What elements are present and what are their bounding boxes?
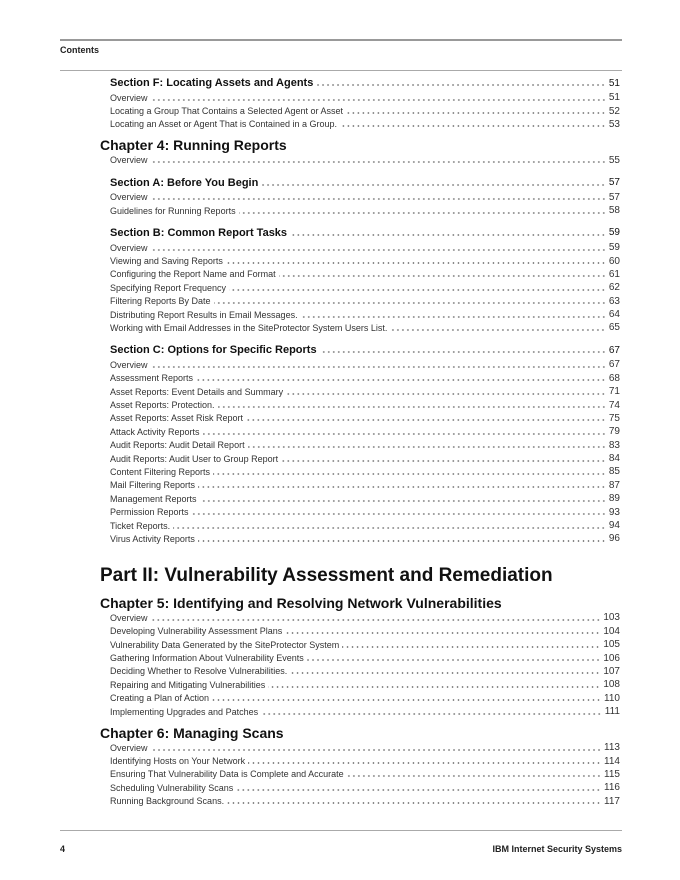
dot-leader	[151, 366, 606, 368]
toc-page-number: 89	[608, 493, 620, 505]
toc-page-number: 63	[608, 295, 620, 307]
toc-page-number: 74	[608, 399, 620, 411]
toc-page-number: 64	[608, 309, 620, 321]
toc-page-number: 87	[608, 479, 620, 491]
toc-item[interactable]	[0, 611, 680, 624]
toc-page-number: 67	[608, 344, 620, 356]
toc-item[interactable]	[0, 519, 680, 532]
toc-entry-title: Audit Reports: Audit Detail Report	[110, 440, 245, 451]
page-number: 4	[60, 844, 66, 854]
dot-leader	[236, 789, 601, 791]
toc-section[interactable]	[0, 225, 680, 241]
toc-entry-title: Asset Reports: Protection.	[110, 400, 215, 411]
dot-leader	[212, 699, 601, 701]
toc-entry-title: Attack Activity Reports	[110, 426, 200, 437]
dot-leader	[290, 672, 600, 674]
toc-page-number: 110	[604, 692, 620, 704]
toc-entry-title: Overview	[110, 742, 148, 753]
toc-entry-title: Locating a Group That Contains a Selected Agent or Asset	[110, 106, 343, 117]
dot-leader	[307, 659, 601, 661]
dot-leader	[151, 198, 606, 200]
toc-page-number: 59	[608, 242, 620, 254]
toc-page-number: 57	[608, 191, 620, 203]
toc-item[interactable]	[0, 358, 680, 371]
toc-page-number: 65	[608, 322, 620, 334]
toc-item[interactable]	[0, 754, 680, 767]
toc-entry-title: Repairing and Mitigating Vulnerabilities	[110, 679, 266, 690]
toc-page-number: 108	[603, 679, 620, 691]
dot-leader	[286, 393, 606, 395]
dot-leader	[390, 329, 605, 331]
dot-leader	[268, 686, 600, 688]
toc-page-number: 51	[608, 77, 620, 89]
dot-leader	[151, 249, 606, 251]
toc-page-number: 111	[604, 706, 620, 718]
dot-leader	[192, 513, 606, 515]
toc-page-number: 104	[603, 625, 620, 637]
toc-page-number: 116	[604, 782, 620, 794]
dot-leader	[261, 713, 602, 715]
toc-item[interactable]	[0, 705, 680, 718]
toc-item[interactable]	[0, 281, 680, 294]
toc-entry-title: Filtering Reports By Date	[110, 296, 211, 307]
toc-section[interactable]	[0, 175, 680, 191]
toc-item[interactable]	[0, 665, 680, 678]
footer-company: IBM Internet Security Systems	[492, 844, 622, 854]
toc-item[interactable]	[0, 308, 680, 321]
toc-item[interactable]	[0, 638, 680, 651]
toc-entry-title: Section B: Common Report Tasks	[110, 226, 288, 239]
toc-item[interactable]	[0, 241, 680, 254]
dot-leader	[346, 112, 606, 114]
toc-page-number: 105	[603, 639, 620, 651]
toc-page-number: 71	[608, 386, 620, 398]
toc-entry-title: Ensuring That Vulnerability Data is Complete and Accurate	[110, 769, 344, 780]
toc-item[interactable]	[0, 439, 680, 452]
toc-page-number: 68	[608, 372, 620, 384]
dot-leader	[151, 749, 602, 751]
toc-section[interactable]	[0, 75, 680, 91]
toc-page-number: 51	[608, 92, 620, 104]
toc-page-number: 58	[608, 205, 620, 217]
dot-leader	[347, 775, 601, 777]
toc-entry-title: Ticket Reports.	[110, 520, 171, 531]
dot-leader	[229, 289, 606, 291]
toc-page-number: 53	[608, 118, 620, 130]
toc-chapter[interactable]	[0, 595, 680, 612]
toc-entry-title: Section C: Options for Specific Reports	[110, 344, 317, 357]
header-rule	[60, 39, 622, 41]
toc-entry-title: Permission Reports	[110, 507, 189, 518]
toc-item[interactable]	[0, 254, 680, 267]
toc-entry-title: Deciding Whether to Resolve Vulnerabilities.	[110, 666, 288, 677]
toc-entry-title: Content Filtering Reports	[110, 466, 211, 477]
toc-entry-title: Mail Filtering Reports	[110, 480, 196, 491]
toc-item[interactable]	[0, 154, 680, 167]
toc-item[interactable]	[0, 532, 680, 545]
toc-entry-title: Chapter 5: Identifying and Resolving Network Vulnerabilities	[100, 594, 502, 611]
dot-leader	[342, 646, 600, 648]
toc-item[interactable]	[0, 104, 680, 117]
toc-entry-title: Guidelines for Running Reports	[110, 205, 236, 216]
toc-chapter[interactable]	[0, 137, 680, 154]
toc-entry-title: Working with Email Addresses in the SiteProtector System Users List.	[110, 322, 388, 333]
dot-leader	[246, 419, 606, 421]
toc-entry-title: Distributing Report Results in Email Messages.	[110, 309, 298, 320]
footer-divider	[60, 830, 622, 831]
toc-item[interactable]	[0, 91, 680, 104]
toc-entry-title: Configuring the Report Name and Format	[110, 269, 276, 280]
toc-item[interactable]	[0, 795, 680, 808]
dot-leader	[290, 234, 606, 236]
dot-leader	[226, 262, 606, 264]
toc-item[interactable]	[0, 452, 680, 465]
toc-chapter[interactable]	[0, 724, 680, 741]
toc-item[interactable]	[0, 768, 680, 781]
dot-leader	[218, 406, 606, 408]
toc-page-number: 114	[604, 755, 620, 767]
toc-page-number: 59	[608, 227, 620, 239]
toc-page-number: 57	[608, 177, 620, 189]
toc-page-number: 79	[608, 426, 620, 438]
toc-item[interactable]	[0, 692, 680, 705]
dot-leader	[248, 446, 606, 448]
toc-section[interactable]	[0, 342, 680, 358]
toc-page-number: 96	[608, 533, 620, 545]
toc-entry-title: Asset Reports: Asset Risk Report	[110, 413, 244, 424]
toc-entry-title: Vulnerability Data Generated by the SiteProtector System	[110, 639, 340, 650]
toc-entry-title: Implementing Upgrades and Patches	[110, 706, 259, 717]
toc-entry-title: Overview	[110, 242, 148, 253]
toc-item[interactable]	[0, 204, 680, 217]
toc-page-number: 62	[608, 282, 620, 294]
toc-item[interactable]	[0, 651, 680, 664]
toc-page-number: 94	[608, 520, 620, 532]
toc-entry-title: Chapter 4: Running Reports	[100, 137, 287, 154]
dot-leader	[203, 433, 606, 435]
toc-item[interactable]	[0, 398, 680, 411]
dot-leader	[320, 351, 606, 353]
toc-item[interactable]	[0, 625, 680, 638]
toc-item[interactable]	[0, 465, 680, 478]
dot-leader	[261, 184, 606, 186]
toc-page-number: 67	[608, 359, 620, 371]
toc-page-number: 83	[608, 439, 620, 451]
toc-item[interactable]	[0, 505, 680, 518]
toc-entry-title: Overview	[110, 359, 148, 370]
dot-leader	[239, 212, 606, 214]
toc-page-number: 75	[608, 412, 620, 424]
toc-entry-title: Section A: Before You Begin	[110, 176, 259, 189]
toc-page-number: 93	[608, 506, 620, 518]
toc-entry-title: Overview	[110, 612, 148, 623]
toc-entry-title: Audit Reports: Audit User to Group Report	[110, 453, 279, 464]
toc-page-number: 60	[608, 255, 620, 267]
toc-item[interactable]	[0, 268, 680, 281]
toc-entry-title: Gathering Information About Vulnerability Events	[110, 653, 304, 664]
toc-entry-title: Developing Vulnerability Assessment Plans	[110, 626, 283, 637]
toc-item[interactable]	[0, 321, 680, 334]
toc-page-number: 106	[603, 652, 620, 664]
toc-page-number: 107	[603, 665, 620, 677]
toc-page-number: 85	[608, 466, 620, 478]
dot-leader	[248, 762, 601, 764]
dot-leader	[196, 379, 606, 381]
dot-leader	[213, 473, 606, 475]
toc-item[interactable]	[0, 741, 680, 754]
table-of-contents	[0, 68, 680, 808]
toc-entry-title: Locating an Asset or Agent That is Contained in a Group.	[110, 119, 337, 130]
toc-item[interactable]	[0, 479, 680, 492]
running-header: Contents	[60, 45, 99, 55]
toc-item[interactable]	[0, 678, 680, 691]
toc-entry-title: Asset Reports: Event Details and Summary	[110, 386, 284, 397]
toc-item[interactable]	[0, 118, 680, 131]
dot-leader	[281, 460, 606, 462]
toc-item[interactable]	[0, 492, 680, 505]
toc-entry-title: Scheduling Vulnerability Scans	[110, 782, 234, 793]
toc-item[interactable]	[0, 191, 680, 204]
toc-item[interactable]	[0, 372, 680, 385]
toc-entry-title: Overview	[110, 92, 148, 103]
dot-leader	[151, 99, 606, 101]
dot-leader	[316, 84, 606, 86]
toc-part[interactable]	[0, 563, 680, 588]
dot-leader	[198, 486, 606, 488]
toc-page-number: 117	[604, 795, 620, 807]
toc-page-number: 61	[608, 268, 620, 280]
dot-leader	[173, 527, 606, 529]
dot-leader	[301, 316, 606, 318]
toc-page-number: 103	[603, 612, 620, 624]
toc-item[interactable]	[0, 385, 680, 398]
toc-page-number: 52	[608, 105, 620, 117]
toc-item[interactable]	[0, 295, 680, 308]
toc-entry-title: Virus Activity Reports	[110, 533, 195, 544]
toc-page-number: 84	[608, 453, 620, 465]
dot-leader	[198, 540, 606, 542]
dot-leader	[340, 125, 606, 127]
toc-item[interactable]	[0, 425, 680, 438]
toc-entry-title: Section F: Locating Assets and Agents	[110, 77, 314, 89]
dot-leader	[200, 500, 606, 502]
toc-entry-title: Viewing and Saving Reports	[110, 256, 223, 267]
dot-leader	[151, 619, 601, 621]
toc-entry-title: Chapter 6: Managing Scans	[100, 724, 284, 741]
toc-page-number: 113	[604, 742, 620, 754]
toc-item[interactable]	[0, 781, 680, 794]
toc-entry-title: Specifying Report Frequency	[110, 282, 227, 293]
toc-entry-title: Identifying Hosts on Your Network	[110, 756, 246, 767]
dot-leader	[227, 802, 601, 804]
dot-leader	[151, 161, 606, 163]
toc-item[interactable]	[0, 412, 680, 425]
toc-page-number: 115	[604, 768, 620, 780]
dot-leader	[214, 302, 606, 304]
dot-leader	[279, 275, 606, 277]
toc-entry-title: Creating a Plan of Action	[110, 693, 210, 704]
toc-entry-title: Running Background Scans.	[110, 796, 225, 807]
toc-entry-title: Overview	[110, 155, 148, 166]
dot-leader	[285, 632, 600, 634]
toc-entry-title: Management Reports	[110, 493, 197, 504]
toc-page-number: 55	[608, 154, 620, 166]
toc-entry-title: Overview	[110, 192, 148, 203]
toc-entry-title: Part II: Vulnerability Assessment and Remediation	[100, 564, 553, 586]
toc-entry-title: Assessment Reports	[110, 373, 194, 384]
